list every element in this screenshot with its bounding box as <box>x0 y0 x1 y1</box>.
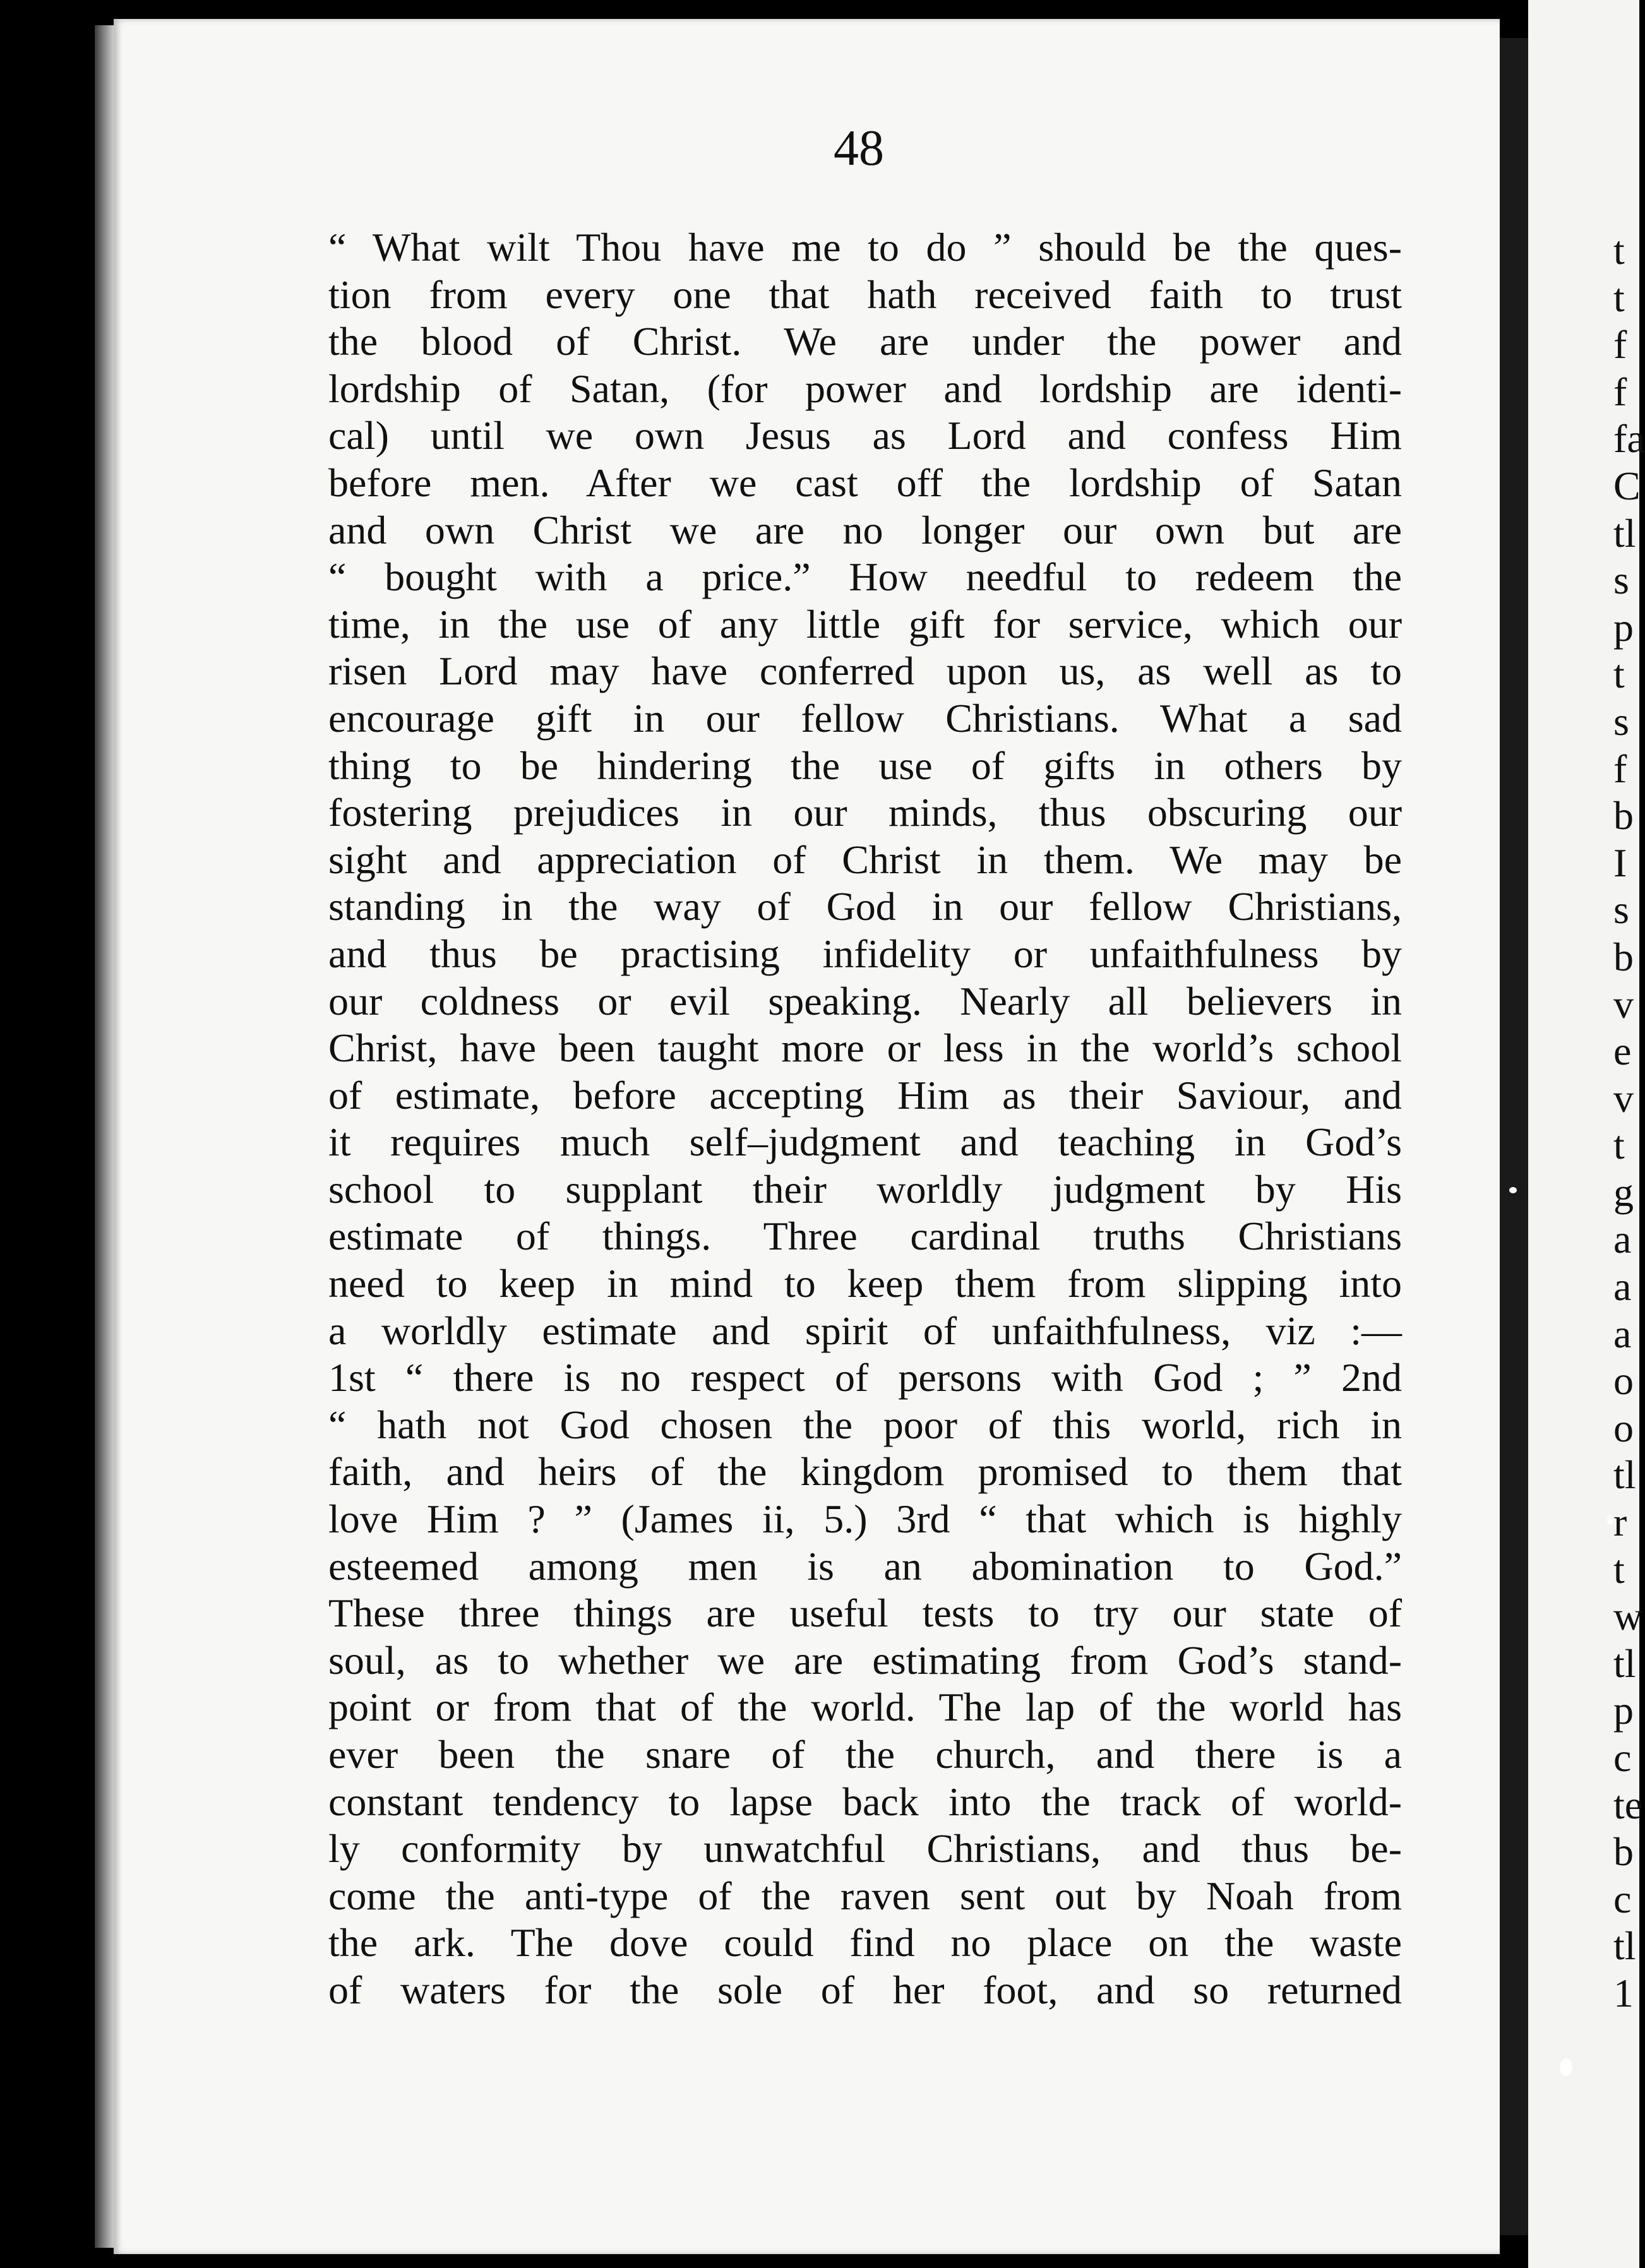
facing-page-fragment: f <box>1613 746 1627 791</box>
text-line: and thus be practising infidelity or unfaithfulness by <box>328 931 1402 976</box>
text-line: fostering prejudices in our minds, thus obscuring our <box>328 790 1402 835</box>
facing-page-fragment: p <box>1613 1688 1634 1733</box>
text-line: These three things are useful tests to try our state of <box>328 1591 1402 1636</box>
facing-page-fragment: te <box>1613 1782 1643 1827</box>
facing-page-fragment: v <box>1613 981 1634 1027</box>
text-line: and own Christ we are no longer our own but are <box>328 507 1402 552</box>
facing-page-fragment: f <box>1613 369 1627 414</box>
text-line: esteemed among men is an abomination to God.” <box>328 1543 1402 1589</box>
dust-speck <box>1607 1515 1613 1524</box>
text-line: ly conformity by unwatchful Christians, and thus be- <box>328 1826 1402 1871</box>
text-line: sight and appreciation of Christ in them. We may be <box>328 837 1402 882</box>
text-line: 1st “ there is no respect of persons with God ; ” 2nd <box>328 1355 1402 1400</box>
text-line: “ bought with a price.” How needful to redeem the <box>328 554 1402 600</box>
facing-page-fragment: b <box>1613 1829 1634 1875</box>
facing-page-fragment: I <box>1613 840 1627 885</box>
facing-page-fragment: b <box>1613 793 1634 839</box>
dust-speck <box>1560 2058 1572 2076</box>
text-line: constant tendency to lapse back into the track of world- <box>328 1779 1402 1824</box>
facing-page-fragment: t <box>1613 1546 1625 1592</box>
facing-page-fragment: t <box>1613 1123 1625 1168</box>
text-line: a worldly estimate and spirit of unfaithfulness, viz :— <box>328 1308 1402 1353</box>
facing-page-fragment: s <box>1613 887 1629 933</box>
facing-page-fragment: v <box>1613 1075 1634 1121</box>
facing-page-fragment: s <box>1613 558 1629 603</box>
facing-page-fragment: f <box>1613 322 1627 367</box>
facing-page-fragment: o <box>1613 1358 1634 1404</box>
text-line: come the anti-type of the raven sent out by Noah from <box>328 1873 1402 1918</box>
dust-speck <box>1509 1187 1517 1193</box>
facing-page-fragment: t <box>1613 275 1625 320</box>
text-line: estimate of things. Three cardinal truths Christians <box>328 1214 1402 1259</box>
text-line: of estimate, before accepting Him as their Saviour, and <box>328 1072 1402 1118</box>
facing-page-fragment: t <box>1613 652 1625 697</box>
facing-page-fragment: tl <box>1613 1640 1636 1686</box>
text-line: before men. After we cast off the lordship of Satan <box>328 460 1402 505</box>
facing-page-fragment: s <box>1613 698 1629 744</box>
facing-page-fragment: a <box>1613 1264 1632 1310</box>
facing-page-fragment: tl <box>1613 1923 1636 1969</box>
facing-page-fragment: p <box>1613 604 1634 650</box>
text-line: faith, and heirs of the kingdom promised to them that <box>328 1449 1402 1495</box>
facing-page-fragment: fa <box>1613 416 1645 462</box>
text-line: risen Lord may have conferred upon us, as well as to <box>328 648 1402 694</box>
text-line: school to supplant their worldly judgment by His <box>328 1166 1402 1212</box>
text-line: point or from that of the world. The lap of the world has <box>328 1685 1402 1730</box>
text-line: thing to be hindering the use of gifts in others by <box>328 743 1402 788</box>
text-line: ever been the snare of the church, and there is a <box>328 1732 1402 1777</box>
facing-page-fragment: a <box>1613 1311 1632 1356</box>
facing-page-text-fragments <box>1613 227 1645 2017</box>
facing-page-fragment: o <box>1613 1405 1634 1450</box>
text-line: “ What wilt Thou have me to do ” should be the ques- <box>328 225 1402 270</box>
text-line: time, in the use of any little gift for service, which our <box>328 601 1402 647</box>
text-line: the ark. The dove could find no place on the waste <box>328 1920 1402 1966</box>
text-line: encourage gift in our fellow Christians. What a sad <box>328 695 1402 741</box>
page-number: 48 <box>834 121 884 176</box>
facing-page-fragment: tl <box>1613 1452 1636 1498</box>
facing-page-fragment: c <box>1613 1876 1632 1921</box>
text-line: of waters for the sole of her foot, and so returned <box>328 1967 1402 2012</box>
facing-page-fragment: t <box>1613 228 1625 273</box>
facing-page-fragment: g <box>1613 1169 1634 1215</box>
text-line: standing in the way of God in our fellow Christians, <box>328 884 1402 929</box>
text-line: soul, as to whether we are estimating from God’s stand- <box>328 1637 1402 1683</box>
text-line: our coldness or evil speaking. Nearly all believers in <box>328 978 1402 1024</box>
text-line: “ hath not God chosen the poor of this world, rich in <box>328 1402 1402 1447</box>
text-line: Christ, have been taught more or less in the world’s school <box>328 1025 1402 1071</box>
facing-page-fragment: c <box>1613 1735 1632 1780</box>
facing-page-fragment: a <box>1613 1217 1632 1262</box>
facing-page-fragment: 1 <box>1613 1970 1634 2015</box>
facing-page-fragment: b <box>1613 934 1634 979</box>
facing-page-fragment: tl <box>1613 510 1636 556</box>
text-line: need to keep in mind to keep them from slipping into <box>328 1261 1402 1306</box>
book-gutter <box>1500 38 1528 2235</box>
facing-page-fragment: w <box>1613 1594 1643 1639</box>
text-line: the blood of Christ. We are under the power and <box>328 319 1402 364</box>
text-line: it requires much self–judgment and teaching in God’s <box>328 1119 1402 1165</box>
page-body-text <box>328 224 1402 2014</box>
facing-page-fragment: e <box>1613 1029 1632 1074</box>
text-line: love Him ? ” (James ii, 5.) 3rd “ that which is highly <box>328 1496 1402 1542</box>
text-line: lordship of Satan, (for power and lordship are identi- <box>328 366 1402 411</box>
text-line: cal) until we own Jesus as Lord and confess Him <box>328 413 1402 458</box>
text-line: tion from every one that hath received faith to trust <box>328 272 1402 317</box>
facing-page-fragment: r <box>1613 1500 1627 1545</box>
facing-page-fragment: C <box>1613 463 1641 508</box>
